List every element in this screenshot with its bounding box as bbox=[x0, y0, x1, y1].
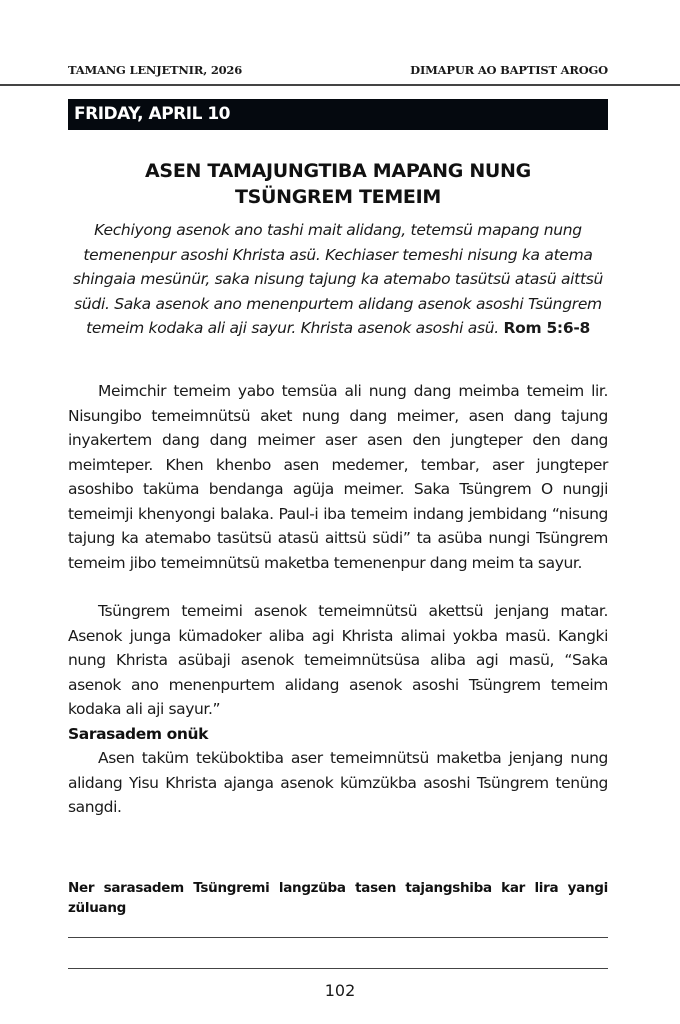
devotion-title bbox=[68, 158, 608, 210]
header-divider bbox=[0, 84, 680, 86]
application-paragraph bbox=[68, 746, 608, 820]
title-line-1: ASEN TAMAJUNGTIBA MAPANG NUNG bbox=[145, 160, 531, 182]
paragraph-text: Tsüngrem temeimi asenok temeimnütsü akettsü jenjang matar. Asenok junga kümadoker aliba agi Khrista alimai yokba masü. Kangki nung Khrista asübaji asenok temeimnütsüsa aliba agi masü, “Saka asenok ano menenpurtem alidang asenok asoshi Tsüngrem temeim kodaka ali aji sayur.” bbox=[68, 602, 608, 718]
header-publisher: DIMAPUR AO BAPTIST AROGO bbox=[410, 63, 608, 77]
body-paragraph-1 bbox=[68, 379, 608, 575]
running-header bbox=[68, 63, 608, 81]
verse-reference: Rom 5:6-8 bbox=[503, 319, 590, 337]
date-label: FRIDAY, APRIL 10 bbox=[74, 104, 230, 124]
application-heading: Sarasadem onük bbox=[68, 725, 208, 743]
title-line-2: TSÜNGREM TEMEIM bbox=[234, 186, 441, 208]
verse-text: Kechiyong asenok ano tashi mait alidang, tetemsü mapang nung temenenpur asoshi Khrista asü. Kechiaser temeshi nisung ka atema shingaia mesünür, saka nisung tajung ka atemabo tasütsü atasü aittsü südi. Saka asenok ano menenpurtem alidang asenok asoshi Tsüngrem temeim kodaka ali aji sayur. Khrista asenok asoshi asü. bbox=[72, 221, 604, 337]
reflection-prompt: Ner sarasadem Tsüngremi langzüba tasen tajangshiba kar lira yangi züluang bbox=[68, 880, 608, 916]
body-paragraph-2 bbox=[68, 599, 608, 722]
writing-line bbox=[68, 968, 608, 969]
header-book-title: TAMANG LENJETNIR, 2026 bbox=[68, 63, 243, 77]
writing-line bbox=[68, 937, 608, 938]
paragraph-text: Meimchir temeim yabo temsüa ali nung dang meimba temeim lir. Nisungibo temeimnütsü aket nung dang meimer, asen dang tajung inyakertem dang dang meimer aser asen den jungteper den dang meimteper. Khen khenbo asen medemer, tembar, aser jungteper asoshibo taküma bendanga agüja meimer. Saka Tsüngrem O nungji temeimji khenyongi balaka. Paul-i iba temeim indang jembidang “nisung tajung ka atemabo tasütsü atasü aittsü südi” ta asüba nungi Tsüngrem temeim jibo temeimnütsü maketba temenenpur dang meim ta sayur. bbox=[68, 382, 608, 572]
page-number: 102 bbox=[324, 981, 356, 1000]
paragraph-text: Asen taküm teküboktiba aser temeimnütsü maketba jenjang nung alidang Yisu Khrista ajanga asenok kümzükba asoshi Tsüngrem tenüng sangdi. bbox=[68, 749, 608, 816]
date-banner bbox=[68, 99, 608, 130]
scripture-verse bbox=[68, 218, 608, 341]
